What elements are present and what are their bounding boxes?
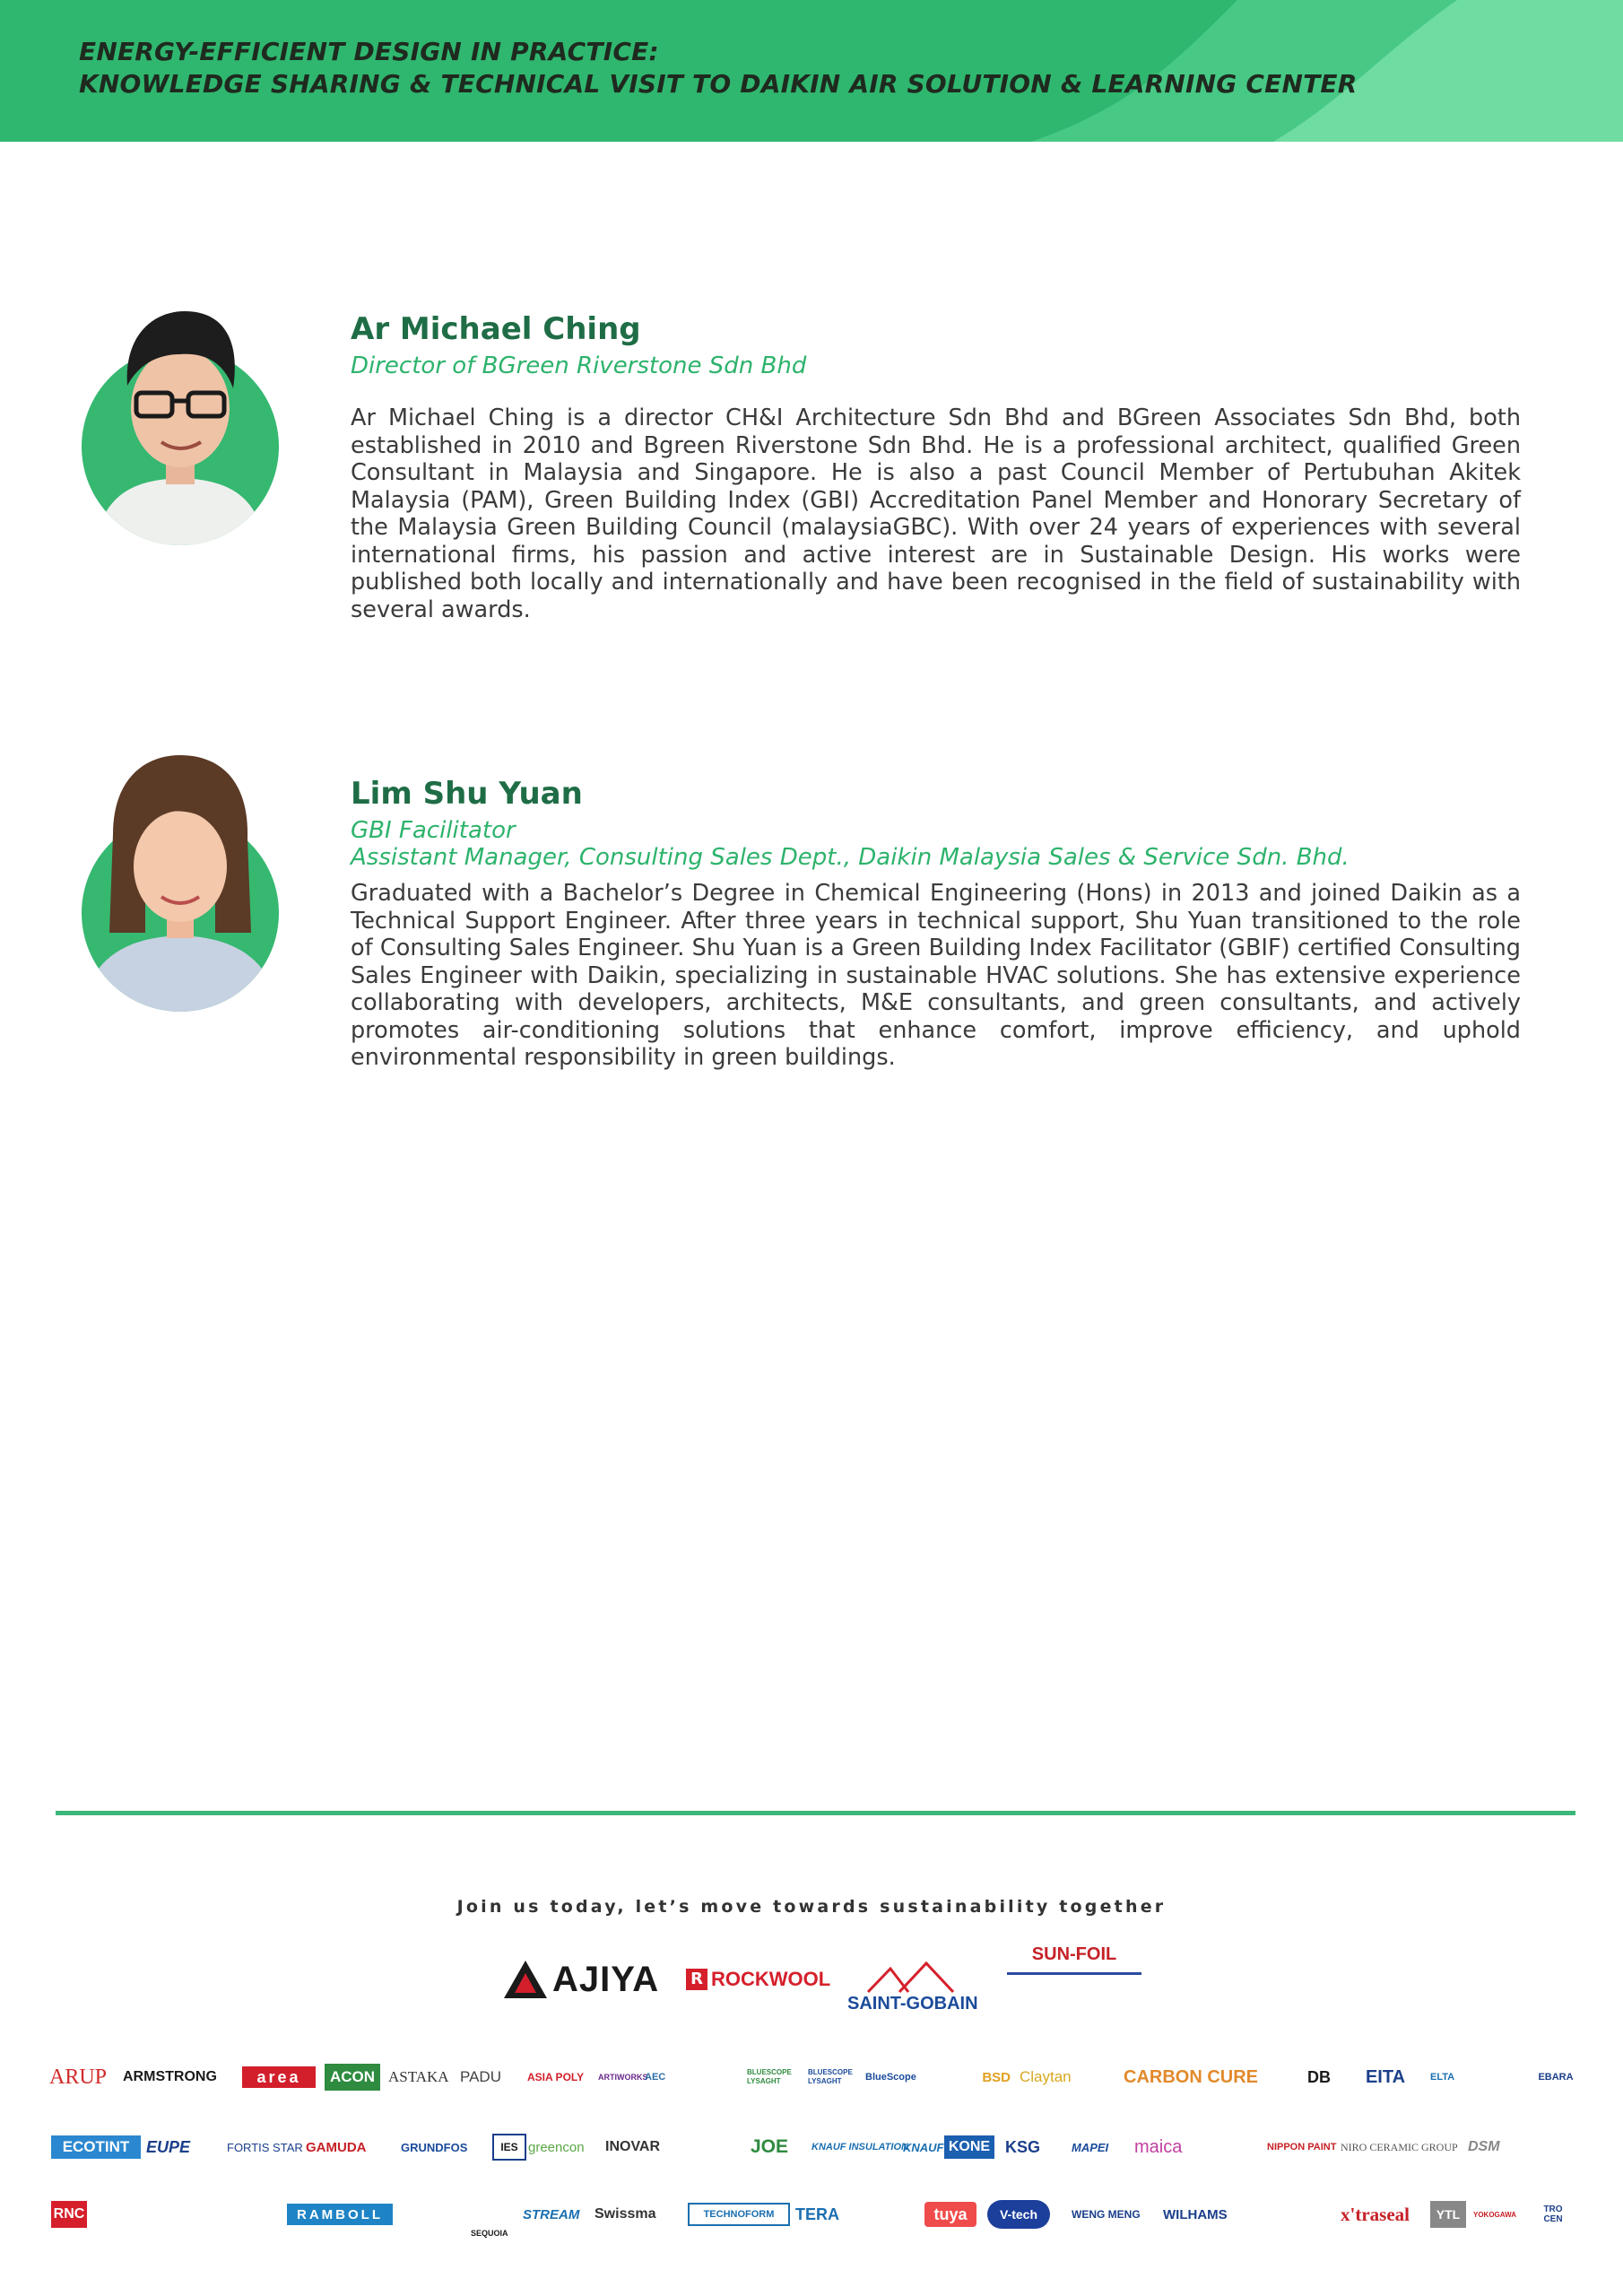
sponsor-name: SAINT-GOBAIN: [847, 1994, 978, 2013]
speaker-bio: Ar Michael Ching is a director CH&I Architecture Sdn Bhd and BGreen Associates Sdn Bhd, both established in 2010 and Bgreen Riverstone Sdn Bhd. He is a professional architect, qualified Green Consultant in Malaysia and Singapore. He is also a past Council Member of Pertubuhan Akitek Malaysia (PAM), Green Building Index (GBI) Accreditation Panel Member and Honorary Secretary of the Malaysia Green Building Council (malaysiaGBC). With over 24 years of experiences with several international firms, his passion and active interest are in Sustainable Design. His works were published both locally and internationally and have been recognised in the field of sustainability with several awards.: [351, 404, 1521, 623]
partner-logo: MAPEI: [1072, 2140, 1109, 2154]
partner-logo: TERA: [795, 2205, 839, 2223]
partner-logo: FORTIS STAR: [227, 2140, 303, 2154]
partner-logo: AEC: [645, 2072, 666, 2083]
speaker-name: Lim Shu Yuan: [351, 776, 583, 812]
partner-logo: x'traseal: [1341, 2203, 1410, 2225]
speaker-role: Director of BGreen Riverstone Sdn Bhd: [351, 352, 807, 379]
speaker-role-2: Assistant Manager, Consulting Sales Dept., Daikin Malaysia Sales & Service Sdn. Bhd.: [351, 844, 1350, 871]
partner-logo: maica: [1134, 2136, 1183, 2157]
partner-logo: tuya: [924, 2202, 976, 2227]
sponsor-name: ROCKWOOL: [711, 1968, 831, 1990]
speaker-photo: [81, 300, 280, 556]
header-banner: [0, 0, 1623, 142]
event-title-line-2: KNOWLEDGE SHARING & TECHNICAL VISIT TO DAIKIN AIR SOLUTION & LEARNING CENTER: [79, 69, 1358, 99]
partner-logo: ASIA POLY: [527, 2071, 585, 2083]
sun-foil-underline-icon: [1007, 1972, 1141, 1975]
partner-logo: YTL: [1430, 2201, 1466, 2228]
partner-logo: KNAUF: [903, 2140, 944, 2154]
partner-logo: DB: [1307, 2067, 1331, 2086]
partner-logo: EUPE: [146, 2137, 191, 2156]
main-sponsors: [498, 1944, 1143, 2014]
partner-logo: YOKOGAWA: [1473, 2210, 1517, 2219]
partner-logo: ARTIWORKS: [598, 2073, 648, 2082]
partner-logo: IES: [492, 2134, 526, 2161]
partner-logo: SEQUOIA: [471, 2229, 508, 2238]
speaker-details: [351, 300, 1521, 623]
ajiya-logo-icon: [502, 1959, 549, 2000]
partner-logo: NIRO CERAMIC GROUP: [1341, 2140, 1458, 2153]
rockwool-mark-icon: R: [686, 1969, 707, 1990]
partner-logo: WENG MENG: [1072, 2208, 1141, 2221]
speaker-bio: Graduated with a Bachelor’s Degree in Chemical Engineering (Hons) in 2013 and joined Daikin as a Technical Support Engineer. After three years in technical support, Shu Yuan transitioned to the role of Consulting Sales Engineer. Shu Yuan is a Green Building Index Facilitator (GBIF) certified Consulting Sales Engineer with Daikin, specializing in sustainable HVAC solutions. She has extensive experience collaborating with developers, architects, M&E consultants, and green consultants, and actively promotes air-conditioning solutions that enhance comfort, improve efficiency, and uphold environmental responsibility in green buildings.: [351, 880, 1521, 1071]
partner-logo: KSG: [1005, 2137, 1041, 2156]
partner-logo: TRO CEN: [1543, 2205, 1563, 2224]
speaker-role-1: GBI Facilitator: [351, 817, 516, 844]
partner-logo: WILHAMS: [1163, 2206, 1228, 2222]
partner-logos-row-3: [49, 2191, 1578, 2238]
partner-logo: KNAUF INSULATION: [812, 2142, 908, 2152]
partner-logo: GRUNDFOS: [401, 2140, 468, 2154]
partner-logo: BlueScope: [865, 2072, 916, 2083]
event-title: [79, 36, 1358, 100]
partner-logo: CARBON CURE: [1124, 2066, 1258, 2087]
partner-logo: DSM: [1468, 2139, 1500, 2154]
partner-logo: ELTA: [1430, 2072, 1455, 2083]
partner-logo: BLUESCOPE LYSAGHT: [808, 2068, 853, 2085]
speaker-details: [351, 753, 1521, 1072]
sponsor-ajiya: [502, 1944, 659, 2014]
sponsor-name: AJIYA: [552, 1959, 660, 1999]
sponsor-rockwool: [686, 1944, 830, 2014]
partner-logo: greencon: [528, 2139, 585, 2155]
partner-logos-row-1: [49, 2054, 1578, 2100]
sponsor-saint-gobain: [847, 1944, 978, 2014]
saint-gobain-arch-icon: [859, 1961, 967, 1994]
partner-logo: GAMUDA: [306, 2139, 367, 2155]
partner-logo: BSD: [982, 2069, 1011, 2085]
partner-logos-row-2: [49, 2124, 1578, 2170]
partner-logo: ASTAKA: [388, 2068, 449, 2085]
event-title-line-1: ENERGY-EFFICIENT DESIGN IN PRACTICE:: [79, 37, 659, 66]
sponsor-sun-foil: [1007, 1944, 1141, 2014]
speaker-photo: [81, 753, 280, 1009]
partner-logo: RNC: [51, 2201, 87, 2228]
speaker-name: Ar Michael Ching: [351, 311, 641, 347]
partner-logo: EITA: [1365, 2066, 1406, 2087]
person-portrait-icon: [81, 300, 280, 556]
partner-logo: STREAM: [523, 2206, 580, 2222]
partner-logo: JOE: [751, 2136, 789, 2157]
partner-logo: TECHNOFORM: [688, 2203, 790, 2226]
partner-logo: V-tech: [987, 2200, 1050, 2229]
footer-tagline: Join us today, let’s move towards sustainability together: [456, 1897, 1167, 1917]
sponsor-name: SUN-FOIL: [1031, 1944, 1117, 1964]
partner-logo: ARMSTRONG: [123, 2069, 217, 2084]
partner-logo: ARUP: [49, 2065, 108, 2089]
person-portrait-icon: [81, 753, 280, 1009]
partner-logo: EBARA: [1538, 2072, 1574, 2083]
partner-logo: Claytan: [1020, 2068, 1072, 2085]
partner-logo: ACON: [325, 2064, 380, 2091]
partner-logo: BLUESCOPE LYSAGHT: [747, 2068, 792, 2085]
partner-logo: KONE: [944, 2135, 994, 2159]
partner-logo: INOVAR: [605, 2139, 661, 2154]
partner-logo: ECOTINT: [51, 2135, 141, 2159]
partner-logo: PADU: [460, 2068, 501, 2085]
footer-divider: [56, 1811, 1575, 1815]
partner-logo: area: [242, 2066, 316, 2088]
partner-logo: NIPPON PAINT: [1267, 2142, 1337, 2152]
partner-logo: Swissma: [595, 2206, 656, 2222]
partner-logo: RAMBOLL: [287, 2204, 393, 2225]
